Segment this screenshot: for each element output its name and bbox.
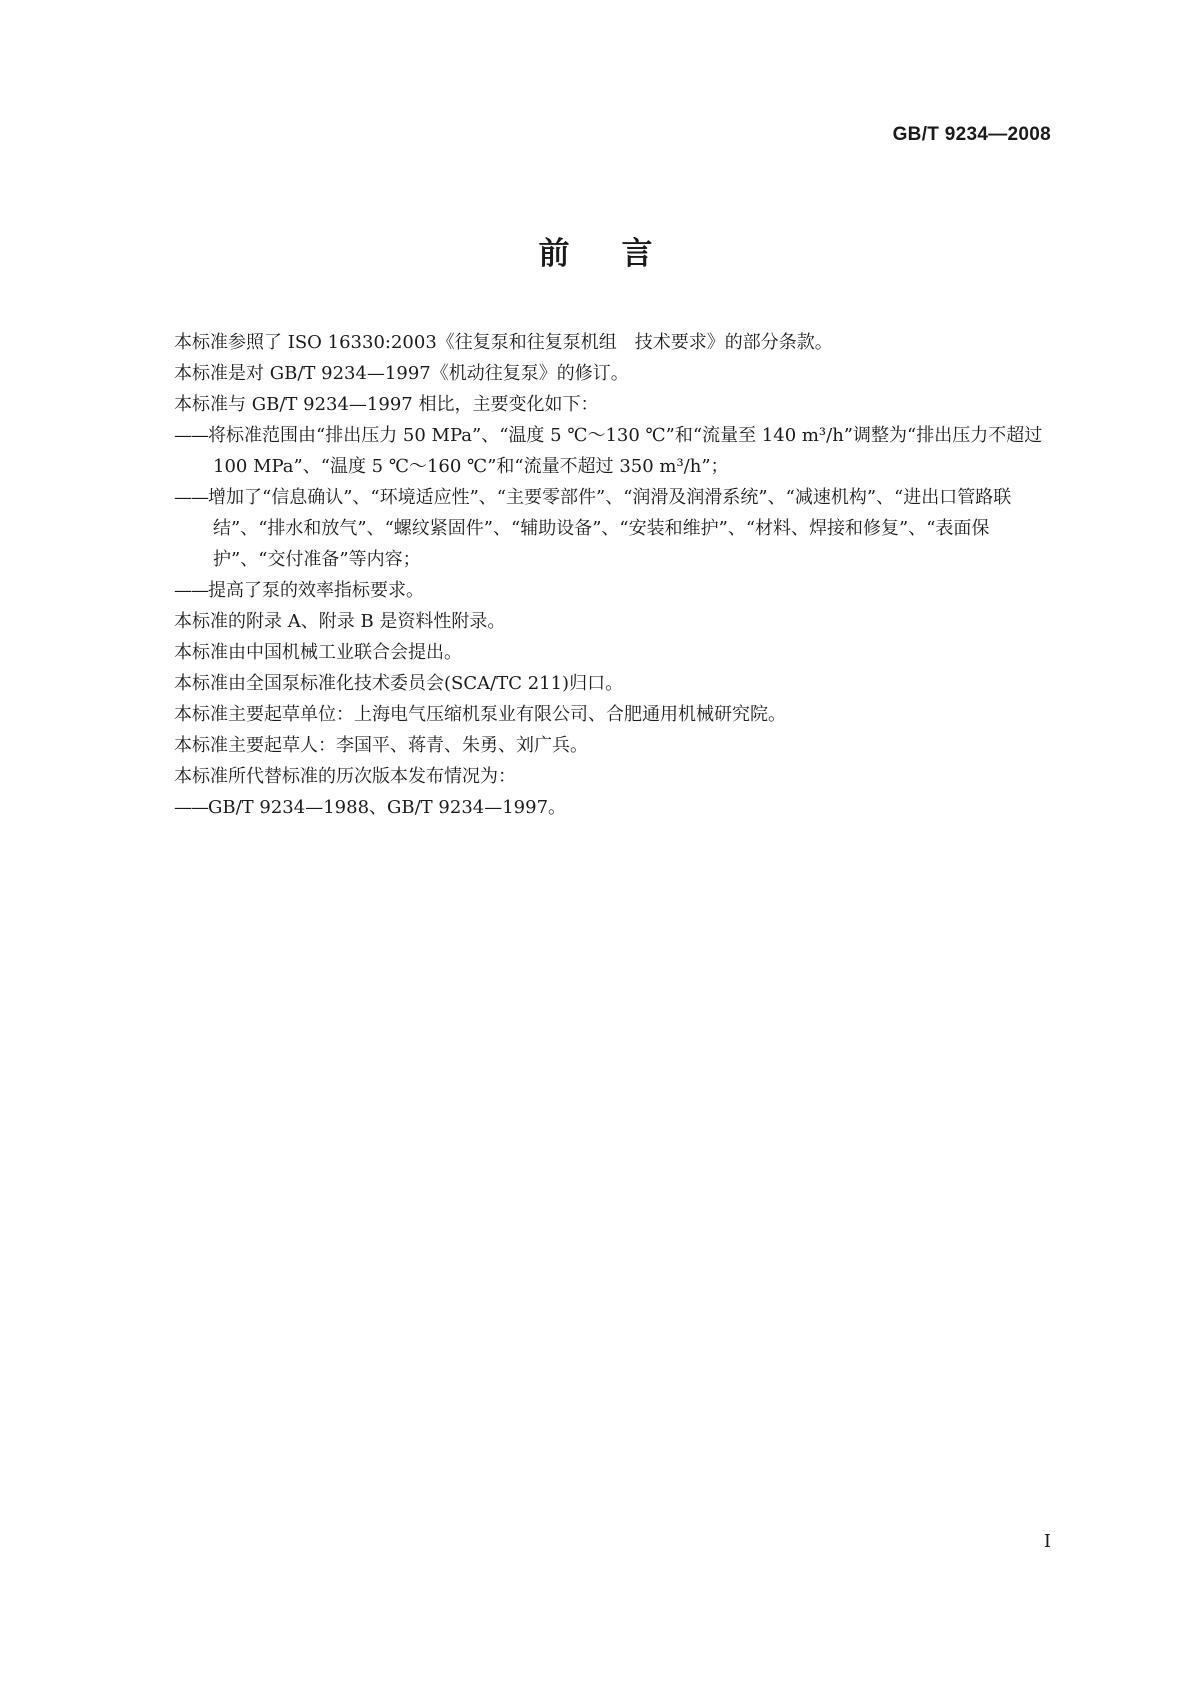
- change-item: [174, 420, 1054, 482]
- dash-marker: ——: [174, 425, 208, 446]
- paragraph: 本标准由中国机械工业联合会提出。: [174, 642, 462, 663]
- dash-marker: ——: [174, 487, 208, 508]
- page-number: I: [1043, 1531, 1051, 1552]
- paragraph: 本标准是对 GB/T 9234—1997《机动往复泵》的修订。: [174, 363, 629, 384]
- change-item: [174, 482, 1054, 575]
- paragraph: 本标准主要起草人：李国平、蒋青、朱勇、刘广兵。: [174, 735, 588, 756]
- dash-marker: ——: [174, 797, 208, 818]
- paragraph: 本标准参照了 ISO 16330:2003《往复泵和往复泵机组 技术要求》的部分条款。: [174, 332, 833, 353]
- change-text: 提高了泵的效率指标要求。: [208, 580, 424, 601]
- paragraph: 本标准主要起草单位：上海电气压缩机泵业有限公司、合肥通用机械研究院。: [174, 704, 786, 725]
- foreword-body: [174, 327, 1054, 823]
- dash-marker: ——: [174, 580, 208, 601]
- paragraph: 本标准所代替标准的历次版本发布情况为：: [174, 766, 516, 787]
- paragraph: 本标准由全国泵标准化技术委员会(SCA/TC 211)归口。: [174, 673, 624, 694]
- change-text: 增加了“信息确认”、“环境适应性”、“主要零部件”、“润滑及润滑系统”、“减速机构”、“进出口管路联结”、“排水和放气”、“螺纹紧固件”、“辅助设备”、“安装和维护”、“材料、焊接和修复”、“表面保护”、“交付准备”等内容；: [208, 487, 1012, 570]
- standard-number: GB/T 9234—2008: [892, 124, 1051, 145]
- change-text: 将标准范围由“排出压力 50 MPa”、“温度 5 ℃～130 ℃”和“流量至 140 m³/h”调整为“排出压力不超过 100 MPa”、“温度 5 ℃～160 ℃”和“流量不超过 350 m³/h”；: [208, 425, 1043, 477]
- paragraph: 本标准与 GB/T 9234—1997 相比，主要变化如下：: [174, 394, 599, 415]
- change-item: [174, 575, 1054, 606]
- history-item: [174, 792, 1054, 823]
- page-title: 前言: [538, 236, 705, 272]
- history-text: GB/T 9234—1988、GB/T 9234—1997。: [208, 797, 567, 818]
- paragraph: 本标准的附录 A、附录 B 是资料性附录。: [174, 611, 506, 632]
